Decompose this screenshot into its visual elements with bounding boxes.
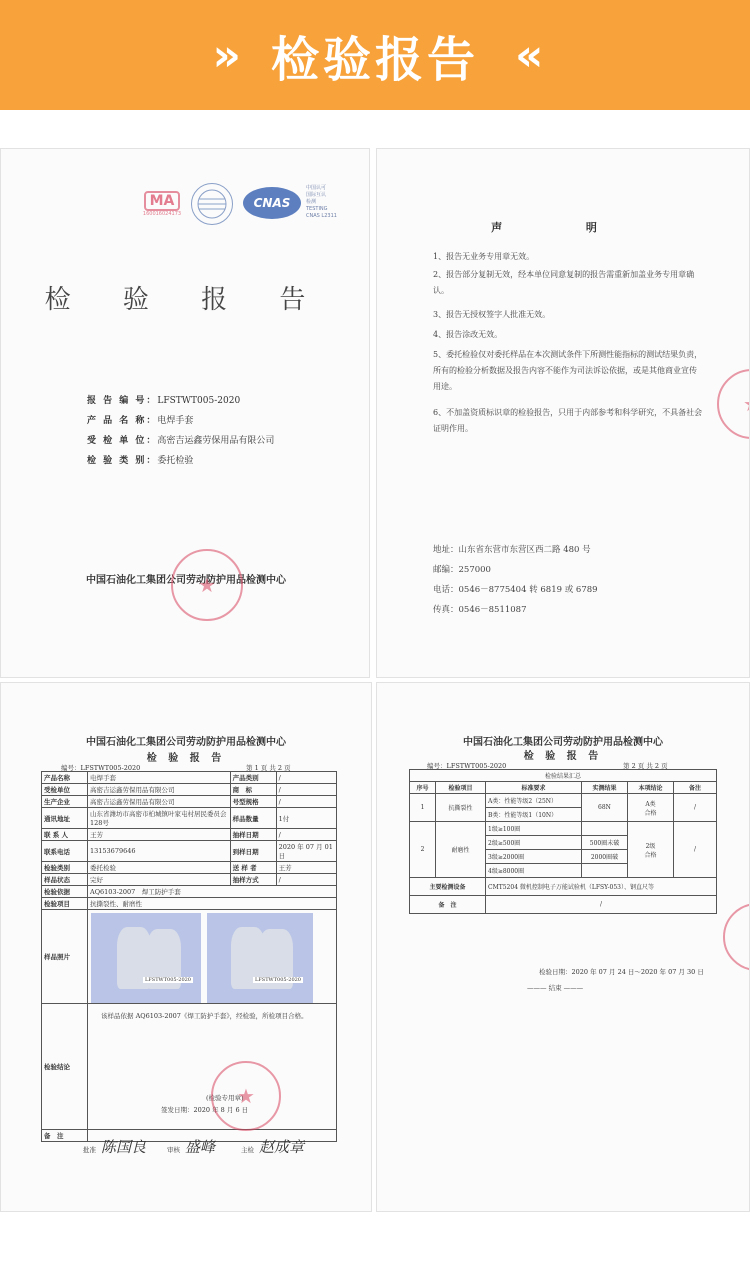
- contact-phone: 电话：0546－8775404 转 6819 或 6789: [433, 585, 598, 595]
- header-banner: [0, 0, 750, 110]
- review-label: 审核: [167, 1146, 180, 1154]
- field-product-name: 产 品 名 称：电焊手套: [87, 416, 194, 426]
- page1-page-indicator: 第 1 页 共 2 页: [246, 764, 291, 772]
- conclusion-text: 该样品依据 AQ6103-2007《焊工防护手套》，经检验，所检项目合格。: [101, 1012, 308, 1020]
- end-mark: ——— 结束 ———: [527, 984, 584, 992]
- page2-subtitle: 检 验 报 告: [523, 751, 603, 762]
- field-inspection-type: 检 验 类 别：委托检验: [87, 456, 194, 466]
- field-report-number: 报 告 编 号：LFSTWT005-2020: [87, 396, 241, 406]
- statement-item: 2、报告部分复制无效，经本单位同意复制的报告需重新加盖业务专用章确认。: [433, 270, 695, 295]
- red-seal-stamp: [717, 369, 750, 439]
- inspector-signature: 赵成章: [259, 1138, 305, 1156]
- table-row: 序号 检验项目 标准要求 实测结果 本项结论 备注: [410, 782, 717, 794]
- red-seal-stamp: [211, 1061, 281, 1131]
- table-row: 检验结果汇总: [410, 770, 717, 782]
- field-inspected-unit: 受 检 单 位：高密吉运鑫劳保用品有限公司: [87, 436, 275, 446]
- contact-fax: 传真：0546－8511087: [433, 605, 527, 615]
- table-row: 检验依据 AQ6103-2007 焊工防护手套: [42, 886, 337, 898]
- page1-organization: 中国石油化工集团公司劳动防护用品检测中心: [86, 737, 286, 748]
- results-table: [409, 769, 717, 914]
- table-row: 备 注: [42, 1130, 337, 1142]
- table-row: 检验结论: [42, 1004, 337, 1130]
- cnas-caption: 中国认可 国际互认 检测 TESTING CNAS L2311: [306, 185, 337, 219]
- contact-postcode: 邮编：257000: [433, 565, 491, 575]
- double-chevron-right-icon: »: [212, 29, 235, 81]
- inspection-date: 检验日期：2020 年 07 月 24 日～2020 年 07 月 30 日: [539, 968, 704, 976]
- table-row: B类：性能等级1（10N）: [410, 808, 717, 822]
- cma-logo: MA 160016024173: [142, 193, 182, 217]
- table-row: 样品照片: [42, 910, 337, 1004]
- page2-page-indicator: 第 2 页 共 2 页: [623, 762, 668, 770]
- table-row: 产品名称 电焊手套 产品类别 /: [42, 772, 337, 784]
- table-row: 检验项目 抗撕裂性、耐磨性: [42, 898, 337, 910]
- approver-signature: 陈国良: [101, 1138, 147, 1156]
- seal-label: (检验专用章): [206, 1094, 244, 1102]
- table-row: 联 系 人 王芳 抽样日期 /: [42, 829, 337, 841]
- table-row: 通讯地址 山东省潍坊市高密市柏城镇叶家屯村居民委员会128号 样品数量 1付: [42, 808, 337, 829]
- check-label: 主检: [241, 1146, 254, 1154]
- statement-item: 6、不加盖资质标识章的检验报告，只用于内部参考和科学研究，不具备社会证明作用。: [433, 408, 703, 433]
- report-page-1: [0, 682, 372, 1212]
- cnas-logo: CNAS: [243, 187, 301, 219]
- banner-title: 检验报告: [270, 31, 479, 88]
- sample-photo: LFSTWT005-2020: [207, 913, 313, 1003]
- table-row: 检验类别 委托检验 送 样 者 王芳: [42, 862, 337, 874]
- table-row: 1 抗撕裂性 A类：性能等级2（25N） 68N A类 合格 /: [410, 794, 717, 808]
- sample-photo: LFSTWT005-2020: [91, 913, 201, 1003]
- table-row: 3级≥2000圈 2000圈破: [410, 850, 717, 864]
- approve-label: 批准: [83, 1146, 96, 1154]
- page2-organization: 中国石油化工集团公司劳动防护用品检测中心: [463, 737, 663, 748]
- reviewer-signature: 盛峰: [185, 1138, 216, 1156]
- cover-title: 检 验 报 告: [44, 285, 328, 315]
- statement-item: 4、报告涂改无效。: [433, 330, 503, 339]
- report-page-2: [376, 682, 750, 1212]
- table-row: 生产企业 高密吉运鑫劳保用品有限公司 号型规格 /: [42, 796, 337, 808]
- double-chevron-left-icon: «: [515, 29, 538, 81]
- table-row: 样品状态 完好 抽样方式 /: [42, 874, 337, 886]
- table-row: 备 注 /: [410, 896, 717, 914]
- page1-subtitle: 检 验 报 告: [146, 753, 226, 764]
- ilac-logo: [191, 183, 233, 225]
- issue-date: 签发日期：2020 年 8 月 6 日: [161, 1106, 249, 1114]
- table-row: 主要检测设备 CMT5204 微机控制电子万能试验机（LFSY-053）、钢直尺等: [410, 878, 717, 896]
- statement-item: 5、委托检验仅对委托样品在本次测试条件下所测性能指标的测试结果负责，所有的检验分析数据及报告内容不能作为司法诉讼依据，或是其他商业宣传用途。: [433, 350, 703, 391]
- page2-number: 编号：LFSTWT005-2020: [427, 762, 507, 770]
- statement-item: 3、报告无授权签字人批准无效。: [433, 310, 551, 319]
- table-row: 2 耐磨性 1级≥100圈 2级 合格 /: [410, 822, 717, 836]
- red-seal-stamp: [171, 549, 243, 621]
- statement-page: [376, 148, 750, 678]
- contact-address: 地址：山东省东营市东营区西二路 480 号: [433, 545, 591, 555]
- table-row: 受检单位 高密吉运鑫劳保用品有限公司 商 标 /: [42, 784, 337, 796]
- page1-number: 编号：LFSTWT005-2020: [61, 764, 141, 772]
- cover-organization: 中国石油化工集团公司劳动防护用品检测中心: [86, 575, 286, 586]
- table-row: 4级≥8000圈: [410, 864, 717, 878]
- table-row: 2级≥500圈 500圈未破: [410, 836, 717, 850]
- report-cover-page: [0, 148, 370, 678]
- red-seal-stamp: [723, 903, 750, 971]
- table-row: 联系电话 13153679646 到样日期 2020 年 07 月 01 日: [42, 841, 337, 862]
- statement-title: 声 明: [491, 221, 637, 234]
- statement-item: 1、报告无业务专用章无效。: [433, 252, 535, 261]
